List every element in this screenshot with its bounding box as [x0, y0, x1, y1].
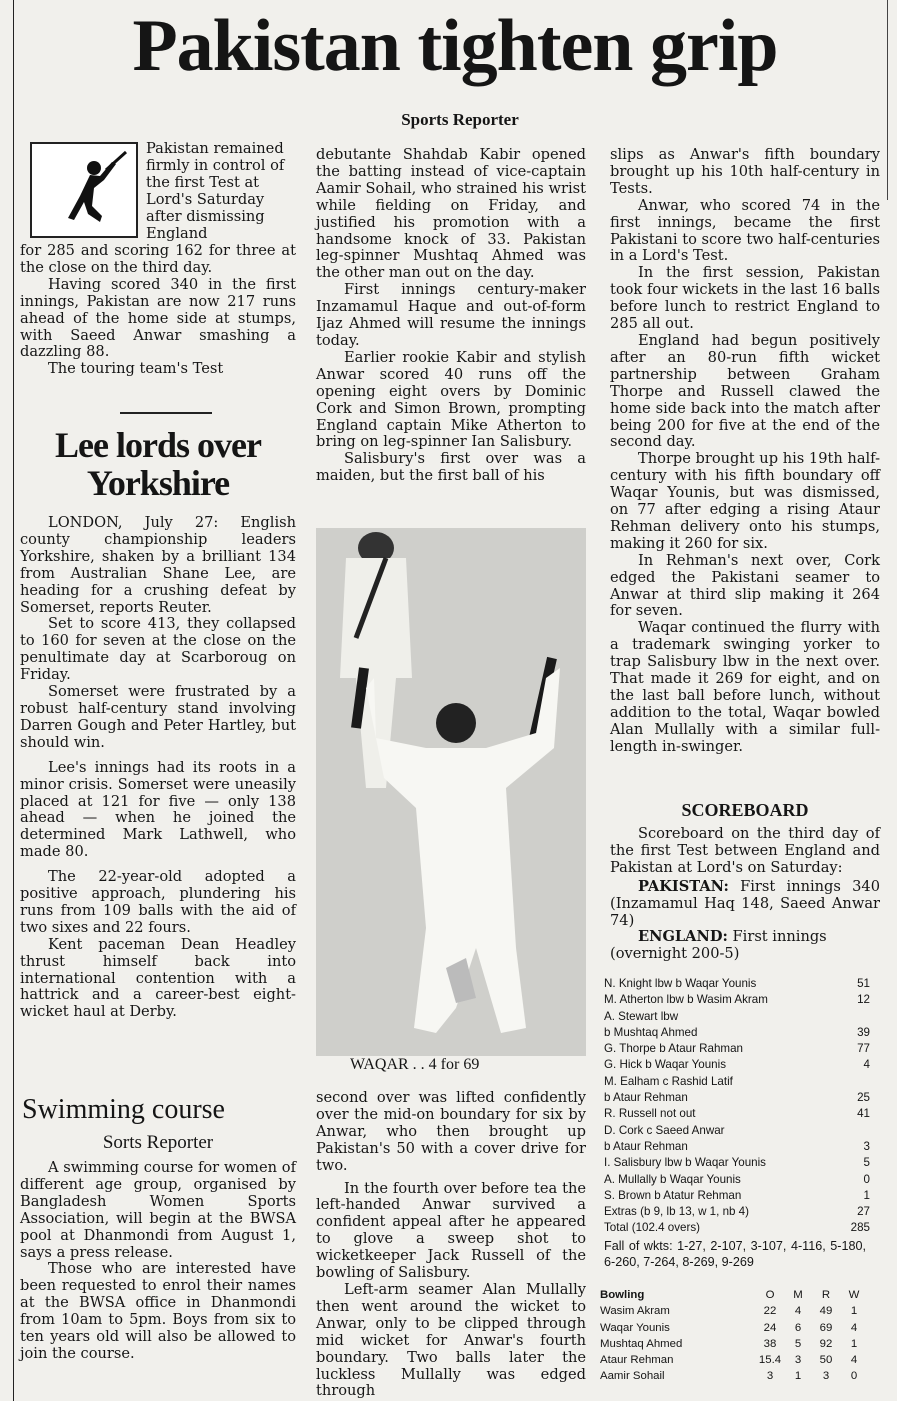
scorecard-row: S. Brown b Atatur Rehman 1 — [604, 1188, 870, 1202]
story-paragraph: Having scored 340 in the first innings, Pakistan are now 217 runs ahead of the home side at stumps, with Saeed Anwar smashing a dazzling 88. — [20, 275, 296, 361]
story-paragraph: debutante Shahdab Kabir opened the batting instead of vice-captain Aamir Sohail, who strained his wrist while fielding on Friday, and justified his promotion with a handsome knock of 33. Pakistan leg-spinner Mushtaq Ahmed was the other man out on the day. — [316, 146, 586, 282]
scorecard-row: D. Cork c Saeed Anwar — [604, 1123, 725, 1137]
right-column-rule — [887, 0, 888, 200]
pakistan-team-label: PAKISTAN: — [638, 877, 729, 895]
waqar-celebration-photo — [316, 528, 586, 1056]
scorecard-row: b Ataur Rehman 3 — [604, 1139, 870, 1153]
story-paragraph: Anwar, who scored 74 in the first innings, became the first Pakistani to score two half-centuries in a Lord's Test. — [610, 196, 880, 265]
story-paragraph: second over was lifted confidently over the mid-on boundary for six by Anwar, who then brought up Pakistan's 50 with a cover drive for two. — [316, 1089, 586, 1174]
bowling-row: Waqar Younis 24 6 69 4 — [600, 1321, 858, 1334]
england-innings: First innings — [732, 928, 827, 946]
main-story-col2 — [316, 147, 586, 485]
bowler-celebrating-icon — [316, 528, 586, 1056]
scorecard-row: I. Salisbury lbw b Waqar Younis 5 — [604, 1156, 870, 1170]
scorecard-row: M. Ealham c Rashid Latif — [604, 1074, 733, 1088]
story-paragraph: The 22-year-old adopted a positive approach, plundering his runs from 109 balls with the aid of two sixes and 22 fours. — [20, 868, 296, 936]
main-story-intro — [146, 141, 296, 242]
story-paragraph: Salisbury's first over was a maiden, but the first ball of his — [316, 450, 586, 485]
scoreboard-intro-text: Scoreboard on the third day of the first Test between England and Pakistan at Lord's on Saturday: — [610, 825, 880, 876]
story-paragraph: A swimming course for women of different age group, organised by Bangladesh Women Sports Association, will begin at the BWSA pool at Dhanmondi from August 1, says a press release. — [20, 1159, 296, 1261]
swimming-story-body — [20, 1160, 296, 1363]
story-paragraph: Kent paceman Dean Headley thrust himself back into international contention with a hattrick and a career-best eight-wicket haul at Derby. — [20, 935, 296, 1021]
scorecard-row: Extras (b 9, lb 13, w 1, nb 4) 27 — [604, 1205, 870, 1219]
story-paragraph: In the first session, Pakistan took four wickets in the last 16 balls before lunch to restrict England to 285 all out. — [610, 264, 880, 333]
story-paragraph: First innings century-maker Inzamamul Haque and out-of-form Ijaz Ahmed will resume the innings today. — [316, 281, 586, 349]
story-paragraph: Lee's innings had its roots in a minor crisis. Somerset were uneasily placed at 121 for five — only 138 ahead — when he joined the determined Mark Lathwell, who made 80. — [20, 758, 296, 861]
story-paragraph: In Rehman's next over, Cork edged the Pakistani seamer to Anwar at third slip making it 264 for seven. — [610, 551, 880, 620]
scorecard-row: b Ataur Rehman 25 — [604, 1091, 870, 1105]
story-paragraph: Left-arm seamer Alan Mullally then went around the wicket to Anwar, only to be clipped through mid wicket for Anwar's fourth boundary. Two balls later the luckless Mullally was edged through — [316, 1280, 586, 1400]
pakistan-innings: First innings 340 (Inzamamul Haq 148, Saeed Anwar 74) — [610, 877, 880, 929]
scorecard-row: A. Stewart lbw — [604, 1009, 679, 1023]
bowling-row: Aamir Sohail 3 1 3 0 — [600, 1370, 858, 1383]
england-team-label: ENGLAND: — [638, 928, 728, 946]
scorecard-row: M. Atherton lbw b Wasim Akram 12 — [604, 993, 870, 1007]
batting-scorecard — [604, 976, 870, 1237]
story-paragraph: Thorpe brought up his 19th half-century with his fifth boundary off Waqar Younis, but was dismissed, on 77 after edging a rising Ataur Rehman delivery onto his stumps, making it 260 for six. — [610, 450, 880, 552]
bowling-row: Ataur Rehman 15.4 3 50 4 — [600, 1354, 858, 1367]
scorecard-row: N. Knight lbw b Waqar Younis 51 — [604, 977, 870, 990]
batsman-silhouette-icon — [32, 144, 136, 236]
main-headline: Pakistan tighten grip — [132, 5, 778, 87]
story-paragraph: Those who are interested have been requested to enrol their names at the BWSA office in Dhanmondi from 10am to 5pm. Boys from six to ten years old will also be allowed to join the course. — [20, 1260, 296, 1362]
main-story-col3 — [610, 147, 880, 756]
story-paragraph: slips as Anwar's fifth boundary brought up his 10th half-century in Tests. — [610, 146, 880, 197]
story-paragraph: LONDON, July 27: English county championship leaders Yorkshire, shaken by a brilliant 134 from Australian Shane Lee, are heading for a crushing defeat by Somerset, reports Reuter. — [20, 514, 296, 616]
bowling-figures-table — [600, 1287, 868, 1385]
main-story-col2-continued — [316, 1090, 586, 1400]
story-paragraph: Earlier rookie Kabir and stylish Anwar scored 40 runs off the opening eight overs by Dominic Cork and Simon Brown, prompting England captain Mike Atherton to bring on leg-spinner Ian Salisbury. — [316, 348, 586, 451]
batsman-photo-thumbnail — [30, 142, 138, 238]
story-paragraph: Somerset were frustrated by a robust half-century stand involving Darren Gough and Peter Hartley, but should win. — [20, 683, 296, 751]
bowling-header-row: Bowling O M R W — [600, 1289, 860, 1301]
bowling-row: Mushtaq Ahmed 38 5 92 1 — [600, 1337, 858, 1350]
scorecard-row: G. Thorpe b Ataur Rahman 77 — [604, 1042, 870, 1056]
left-column-rule — [13, 0, 14, 1401]
story-paragraph: The touring team's Test — [48, 360, 224, 378]
scoreboard-heading: SCOREBOARD — [681, 800, 809, 820]
scorecard-row: b Mushtaq Ahmed 39 — [604, 1025, 870, 1039]
photo-caption: WAQAR . . 4 for 69 — [350, 1056, 480, 1073]
section-divider — [120, 412, 212, 414]
main-byline: Sports Reporter — [401, 110, 519, 129]
scorecard-row: R. Russell not out 41 — [604, 1107, 870, 1121]
fall-of-wickets: Fall of wkts: 1-27, 2-107, 3-107, 4-116, 5-180, 6-260, 7-264, 8-269, 9-269 — [604, 1239, 866, 1270]
england-overnight: (overnight 200-5) — [610, 945, 740, 963]
lee-story-body — [20, 515, 296, 1021]
bowling-row: Wasim Akram 22 4 49 1 — [600, 1305, 858, 1318]
story-paragraph: for 285 and scoring 162 for three at the close on the third day. — [20, 242, 296, 276]
scoreboard-intro — [610, 826, 880, 963]
scorecard-row: A. Mullally b Waqar Younis 0 — [604, 1172, 870, 1186]
swimming-headline: Swimming course — [22, 1094, 225, 1125]
lee-headline: Lee lords over Yorkshire — [55, 425, 261, 503]
story-paragraph: In the fourth over before tea the left-handed Anwar survived a confident appeal after he appeared to glove a sweep shot to wicketkeeper Jack Russell of the bowling of Salisbury. — [316, 1179, 586, 1282]
swimming-byline: Sorts Reporter — [102, 1132, 214, 1153]
main-story-col1 — [20, 243, 296, 378]
story-paragraph: England had begun positively after an 80-run fifth wicket partnership between Graham Thorpe and Russell clawed the home side back into the match after being 200 for five at the end of the second day. — [610, 331, 880, 451]
story-paragraph: Waqar continued the flurry with a trademark swinging yorker to trap Salisbury lbw in the next over. That made it 269 for eight, and on the last ball before lunch, without addition to the total, Waqar bowled Alan Mullally with a similar full-length in-swinger. — [610, 619, 880, 755]
story-paragraph: Set to score 413, they collapsed to 160 for seven at the close on the penultimate day at Scarboroug on Friday. — [20, 615, 296, 684]
scorecard-row: Total (102.4 overs) 285 — [604, 1221, 870, 1235]
intro-paragraph: Pakistan remained firmly in control of the first Test at Lord's Saturday after dismissing England — [146, 140, 285, 242]
scorecard-row: G. Hick b Waqar Younis 4 — [604, 1058, 870, 1072]
